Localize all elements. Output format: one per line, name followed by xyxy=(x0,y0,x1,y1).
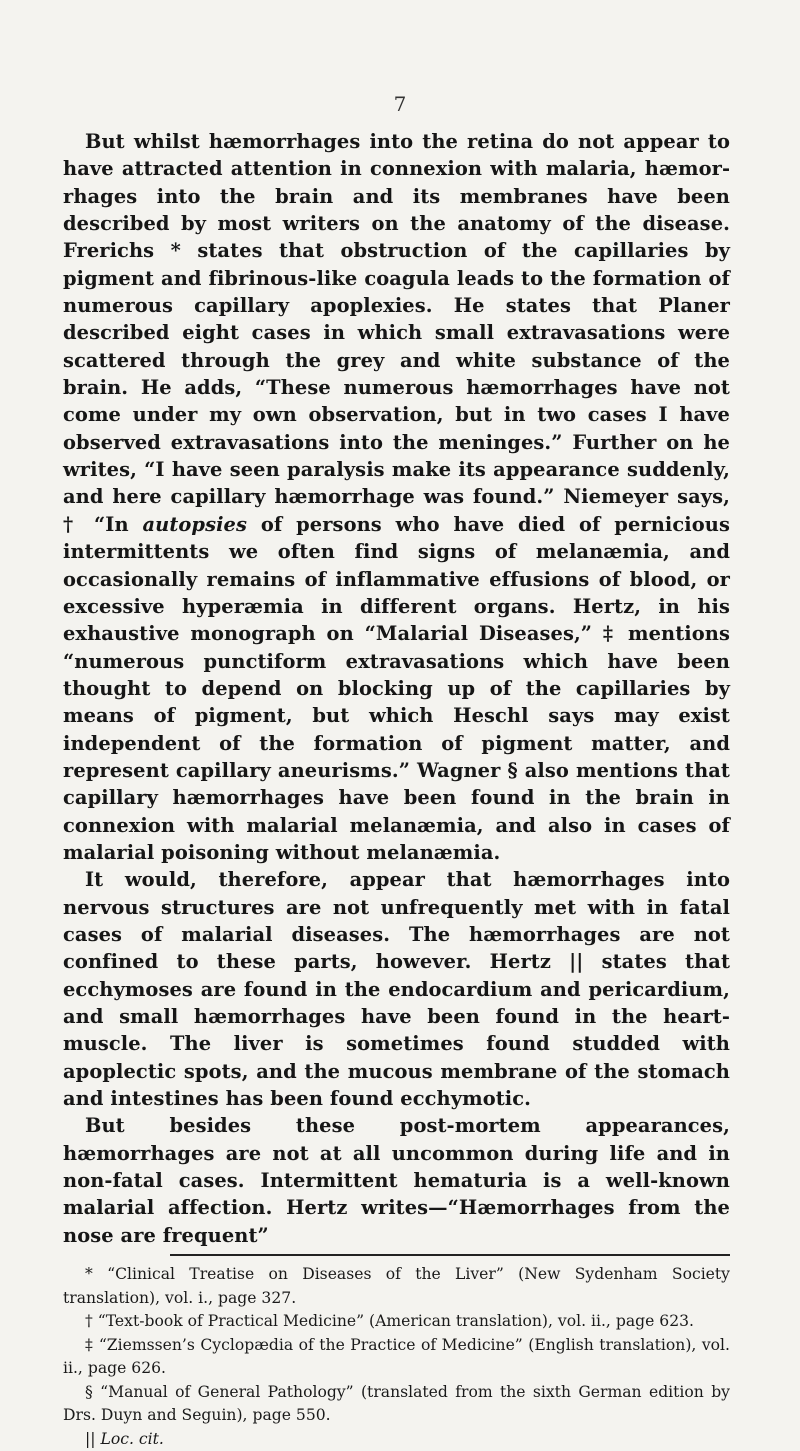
paragraph-text: But besides these post-mortem appearances, hæmorrhages are not at all uncommon during life and in non-fatal cases. Intermittent hematuria is a well-known malarial affection. Hertz writes—“Hæmorrhages from the nose are frequent” xyxy=(63,1114,730,1246)
footnote xyxy=(63,1334,730,1381)
footnote-divider xyxy=(170,1254,730,1256)
footnote xyxy=(63,1428,730,1451)
paragraph xyxy=(63,128,730,866)
footnote-marker: || xyxy=(85,1430,100,1448)
paragraph xyxy=(63,866,730,1112)
footnote-text: † “Text-book of Practical Medicine” (American translation), vol. ii., page 623. xyxy=(85,1312,694,1330)
paragraph xyxy=(63,1112,730,1249)
footnote xyxy=(63,1381,730,1428)
paragraph-text: of persons who have died of pernicious intermittents we often find signs of melanæmia, and occasionally remains of inflammative effusions of blood, or excessive hyperæmia in different organs. Hertz, in his exhaustive monograph on “Malarial Diseases,” ‡ mentions “numerous punctiform extravasations which have been thought to depend on blocking up of the capillaries by means of pigment, but which Heschl says may exist independent of the formation of pigment matter, and represent capillary aneurisms.” Wagner § also mentions that capillary hæmorrhages have been found in the brain in connexion with malarial melanæmia, and also in cases of malarial poisoning without melanæmia. xyxy=(63,513,730,864)
page-number: 7 xyxy=(0,92,800,116)
paragraph-text: It would, therefore, appear that hæmorrhages into nervous structures are not unfrequently met with in fatal cases of malarial diseases. The hæmorrhages are not confined to these parts, however. Hertz || states that ecchymoses are found in the endocardium and pericardium, and small hæmorrhages have been found in the heart-muscle. The liver is sometimes found studded with apoplectic spots, and the mucous membrane of the stomach and intestines has been found ecchymotic. xyxy=(63,868,730,1110)
footnote-italic: Loc. cit. xyxy=(100,1430,163,1448)
footnote xyxy=(63,1310,730,1334)
body-text xyxy=(63,128,730,1249)
paragraph-text: But whilst hæmorrhages into the retina do not appear to have attracted attention in connexion with malaria, hæmorrhages into the brain and its membranes have been described by most writers on the anatomy of the disease. Frerichs * states that obstruction of the capillaries by pigment and fibrinous-like coagula leads to the formation of numerous capillary apoplexies. He states that Planer described eight cases in which small extravasations were scattered through the grey and white substance of the brain. He adds, “These numerous hæmorrhages have not come under my own observation, but in two cases I have observed extravasations into the meninges.” Further on he writes, “I have seen paralysis make its appearance suddenly, and here capillary hæmorrhage was found.” Niemeyer says, † “In xyxy=(63,130,730,536)
footnote xyxy=(63,1263,730,1310)
footnote-text: ‡ “Ziemssen’s Cyclopædia of the Practice of Medicine” (English translation), vol. ii., page 626. xyxy=(63,1336,730,1378)
footnote-text: § “Manual of General Pathology” (translated from the sixth German edition by Drs. Duyn and Seguin), page 550. xyxy=(63,1383,730,1425)
footnote-text: * “Clinical Treatise on Diseases of the Liver” (New Sydenham Society translation), vol. i., page 327. xyxy=(63,1265,730,1307)
footnotes xyxy=(63,1263,730,1451)
italic-term: autopsies xyxy=(142,513,247,536)
